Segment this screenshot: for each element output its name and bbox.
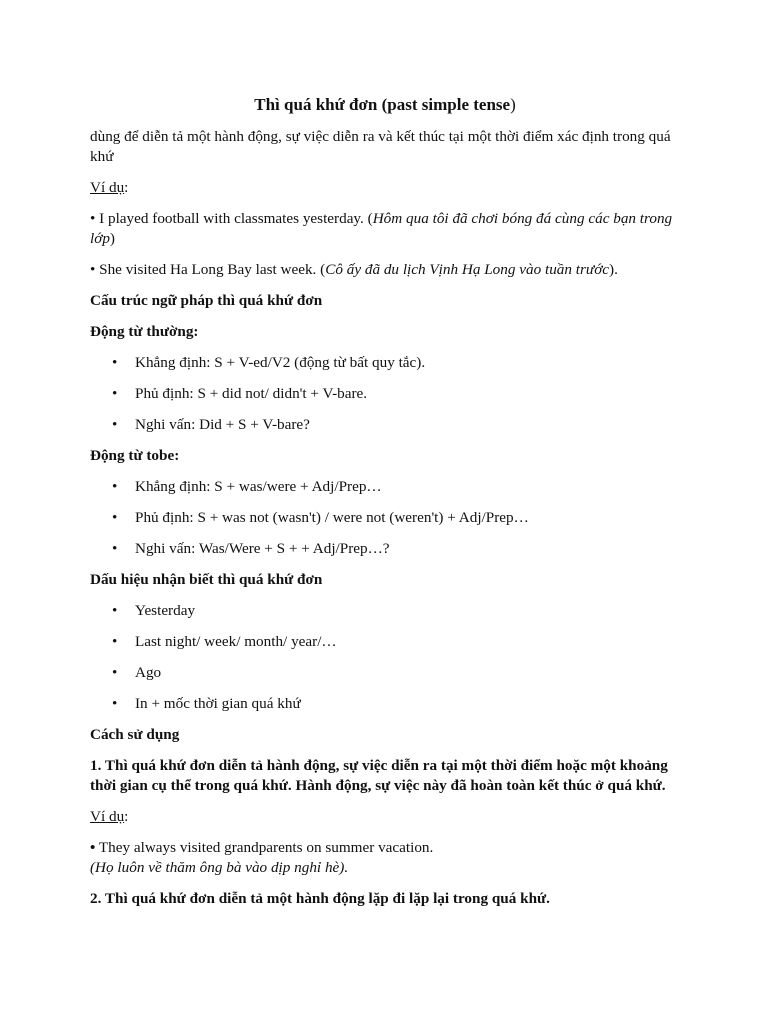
title-paren: ) [510, 95, 516, 114]
list-item-text: Last night/ week/ month/ year/… [135, 633, 337, 650]
list-item-text: In + mốc thời gian quá khứ [135, 695, 301, 712]
intro-paragraph: dùng để diễn tả một hành động, sự việc diễn ra và kết thúc tại một thời điểm xác định trong quá khứ [90, 128, 671, 165]
structure-heading: Cấu trúc ngữ pháp thì quá khứ đơn [90, 292, 323, 309]
example-en: She visited Ha Long Bay last week. ( [99, 261, 326, 278]
list-item-text: Khẳng định: S + V-ed/V2 (động từ bất quy tắc). [135, 354, 426, 371]
signs-heading: Dấu hiệu nhận biết thì quá khứ đơn [90, 571, 323, 588]
example-item [90, 260, 680, 280]
example-close: ). [609, 261, 618, 278]
list-item [90, 384, 680, 404]
example-label: Ví dụ [90, 808, 125, 825]
example-vi: Hôm qua tôi đã chơi bóng đá cùng các bạn trong lớp [90, 210, 673, 247]
list-item-text: Yesterday [135, 602, 196, 619]
example-colon: : [124, 179, 129, 196]
list-item-text: Khẳng định: S + was/were + Adj/Prep… [135, 478, 382, 495]
bullet: • [112, 478, 118, 495]
example-vi: Cô ấy đã du lịch Vịnh Hạ Long vào tuần trước [325, 261, 610, 278]
example-label: Ví dụ [90, 179, 125, 196]
bullet: • [90, 261, 96, 278]
usage-heading: Cách sử dụng [90, 726, 180, 743]
list-item [90, 663, 680, 683]
bullet: • [112, 385, 118, 402]
regular-verb-list [90, 353, 680, 435]
example-en: They always visited grandparents on summer vacation. [98, 839, 434, 856]
list-item [90, 539, 680, 559]
page-title [90, 94, 680, 116]
list-item [90, 415, 680, 435]
bullet: • [90, 210, 96, 227]
bullet: • [112, 695, 118, 712]
list-item-text: Nghi vấn: Did + S + V-bare? [135, 416, 310, 433]
bullet: • [112, 416, 118, 433]
example-en: I played football with classmates yesterday. ( [99, 210, 373, 227]
regular-verb-heading: Động từ thường: [90, 323, 199, 340]
usage-rule-2: 2. Thì quá khứ đơn diễn tả một hành động lặp đi lặp lại trong quá khứ. [90, 890, 550, 907]
list-item-text: Phủ định: S + did not/ didn't + V-bare. [135, 385, 368, 402]
signs-list [90, 601, 680, 714]
list-item [90, 632, 680, 652]
example-colon: : [124, 808, 129, 825]
bullet: • [112, 354, 118, 371]
usage-rule-1: 1. Thì quá khứ đơn diễn tả hành động, sự việc diễn ra tại một thời điểm hoặc một khoảng thời gian cụ thể trong quá khứ. Hành động, sự việc này đã hoàn toàn kết thúc ở quá khứ. [90, 757, 668, 794]
title-text: Thì quá khứ đơn (past simple tense [254, 95, 511, 114]
tobe-verb-heading: Động từ tobe: [90, 447, 180, 464]
bullet: • [112, 633, 118, 650]
list-item [90, 694, 680, 714]
list-item-text: Ago [135, 664, 162, 681]
example-label-line [90, 807, 680, 827]
list-item [90, 353, 680, 373]
list-item [90, 477, 680, 497]
document-page [90, 94, 680, 920]
bullet: • [112, 540, 118, 557]
bullet: • [112, 602, 118, 619]
example-close: ) [109, 230, 115, 247]
list-item-text: Phủ định: S + was not (wasn't) / were not (weren't) + Adj/Prep… [135, 509, 529, 526]
list-item-text: Nghi vấn: Was/Were + S + + Adj/Prep…? [135, 540, 390, 557]
list-item [90, 508, 680, 528]
example-item [90, 209, 680, 249]
example-vi: (Họ luôn về thăm ông bà vào dịp nghỉ hè). [90, 859, 349, 876]
list-item [90, 601, 680, 621]
bullet: • [90, 839, 96, 856]
tobe-verb-list [90, 477, 680, 559]
example-label-line [90, 178, 680, 198]
example-item [90, 838, 680, 878]
bullet: • [112, 664, 118, 681]
bullet: • [112, 509, 118, 526]
